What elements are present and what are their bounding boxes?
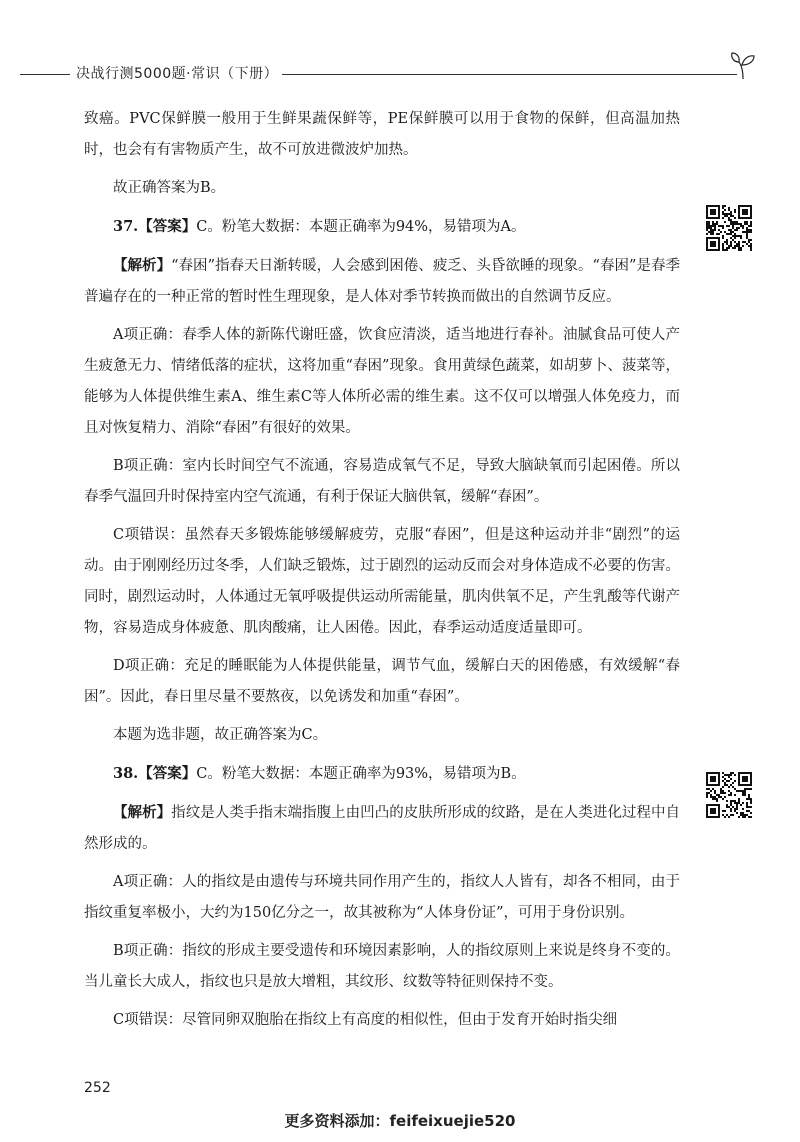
answer-label: 38.【答案】 bbox=[113, 765, 197, 782]
header-rule-left bbox=[20, 74, 70, 75]
footer-note: 更多资料添加：feifeixuejie520 bbox=[284, 1112, 516, 1130]
answer-explanations bbox=[84, 104, 680, 1043]
conclusion-37: 本题为选非题，故正确答案为C。 bbox=[113, 727, 328, 743]
analysis-label: 【解析】 bbox=[113, 804, 172, 821]
analysis-37: 【解析】“春困”指春天日渐转暖，人会感到困倦、疲乏、头昏欲睡的现象。“春困”是春季普遍存在的一种正常的暂时性生理现象，是人体对季节转换而做出的自然调节反应。 bbox=[84, 257, 681, 305]
paragraph-pvc-continuation: 致癌。PVC保鲜膜一般用于生鲜果蔬保鲜等，PE保鲜膜可以用于食物的保鲜，但高温加热时，也会有有害物质产生，故不可放进微波炉加热。 bbox=[84, 111, 680, 158]
option-c-38: C项错误：尽管同卵双胞胎在指纹上有高度的相似性，但由于发育开始时指尖细 bbox=[113, 1012, 618, 1028]
header-rule-right bbox=[282, 74, 737, 75]
running-header bbox=[0, 50, 800, 90]
option-a-37: A项正确：春季人体的新陈代谢旺盛，饮食应清淡，适当地进行春补。油腻食品可使人产生疲惫无力、情绪低落的症状，这将加重“春困”现象。食用黄绿色蔬菜，如胡萝卜、菠菜等，能够为人体提供维生素A、维生素C等人体所必需的维生素。这不仅可以增强人体免疫力，而且对恢复精力、消除“春困”有很好的效果。 bbox=[84, 327, 680, 436]
paragraph-answer-36: 故正确答案为B。 bbox=[113, 180, 226, 196]
qr-code-icon[interactable] bbox=[706, 205, 752, 251]
option-a-38: A项正确：人的指纹是由遗传与环境共同作用产生的，指纹人人皆有，却各不相同，由于指纹重复率极小，大约为150亿分之一，故其被称为“人体身份证”，可用于身份识别。 bbox=[84, 874, 680, 921]
answer-line-38: 38.【答案】C。粉笔大数据：本题正确率为93%，易错项为B。 bbox=[113, 765, 526, 782]
sprout-icon bbox=[730, 50, 756, 80]
option-d-37: D项正确：充足的睡眠能为人体提供能量，调节气血，缓解白天的困倦感，有效缓解“春困”。因此，春日里尽量不要熬夜，以免诱发和加重“春困”。 bbox=[84, 658, 680, 705]
option-b-38: B项正确：指纹的形成主要受遗传和环境因素影响，人的指纹原则上来说是终身不变的。当儿童长大成人，指纹也只是放大增粗，其纹形、纹数等特征则保持不变。 bbox=[84, 943, 680, 990]
answer-line-37: 37.【答案】C。粉笔大数据：本题正确率为94%，易错项为A。 bbox=[113, 218, 526, 235]
page-number: 252 bbox=[84, 1080, 111, 1096]
option-b-37: B项正确：室内长时间空气不流通，容易造成氧气不足，导致大脑缺氧而引起困倦。所以春季气温回升时保持室内空气流通，有利于保证大脑供氧，缓解“春困”。 bbox=[84, 458, 680, 505]
running-title: 决战行测5000题·常识（下册） bbox=[76, 66, 279, 82]
answer-label: 37.【答案】 bbox=[113, 218, 197, 235]
analysis-38: 【解析】指纹是人类手指末端指腹上由凹凸的皮肤所形成的纹路，是在人类进化过程中自然形成的。 bbox=[84, 804, 681, 852]
analysis-label: 【解析】 bbox=[113, 257, 172, 274]
qr-code-icon[interactable] bbox=[706, 772, 752, 818]
option-c-37: C项错误：虽然春天多锻炼能够缓解疲劳，克服“春困”，但是这种运动并非“剧烈”的运动。由于刚刚经历过冬季，人们缺乏锻炼，过于剧烈的运动反而会对身体造成不必要的伤害。同时，剧烈运动时，人体通过无氧呼吸提供运动所需能量，肌肉供氧不足，产生乳酸等代谢产物，容易造成身体疲惫、肌肉酸痛，让人困倦。因此，春季运动适度适量即可。 bbox=[84, 527, 680, 636]
